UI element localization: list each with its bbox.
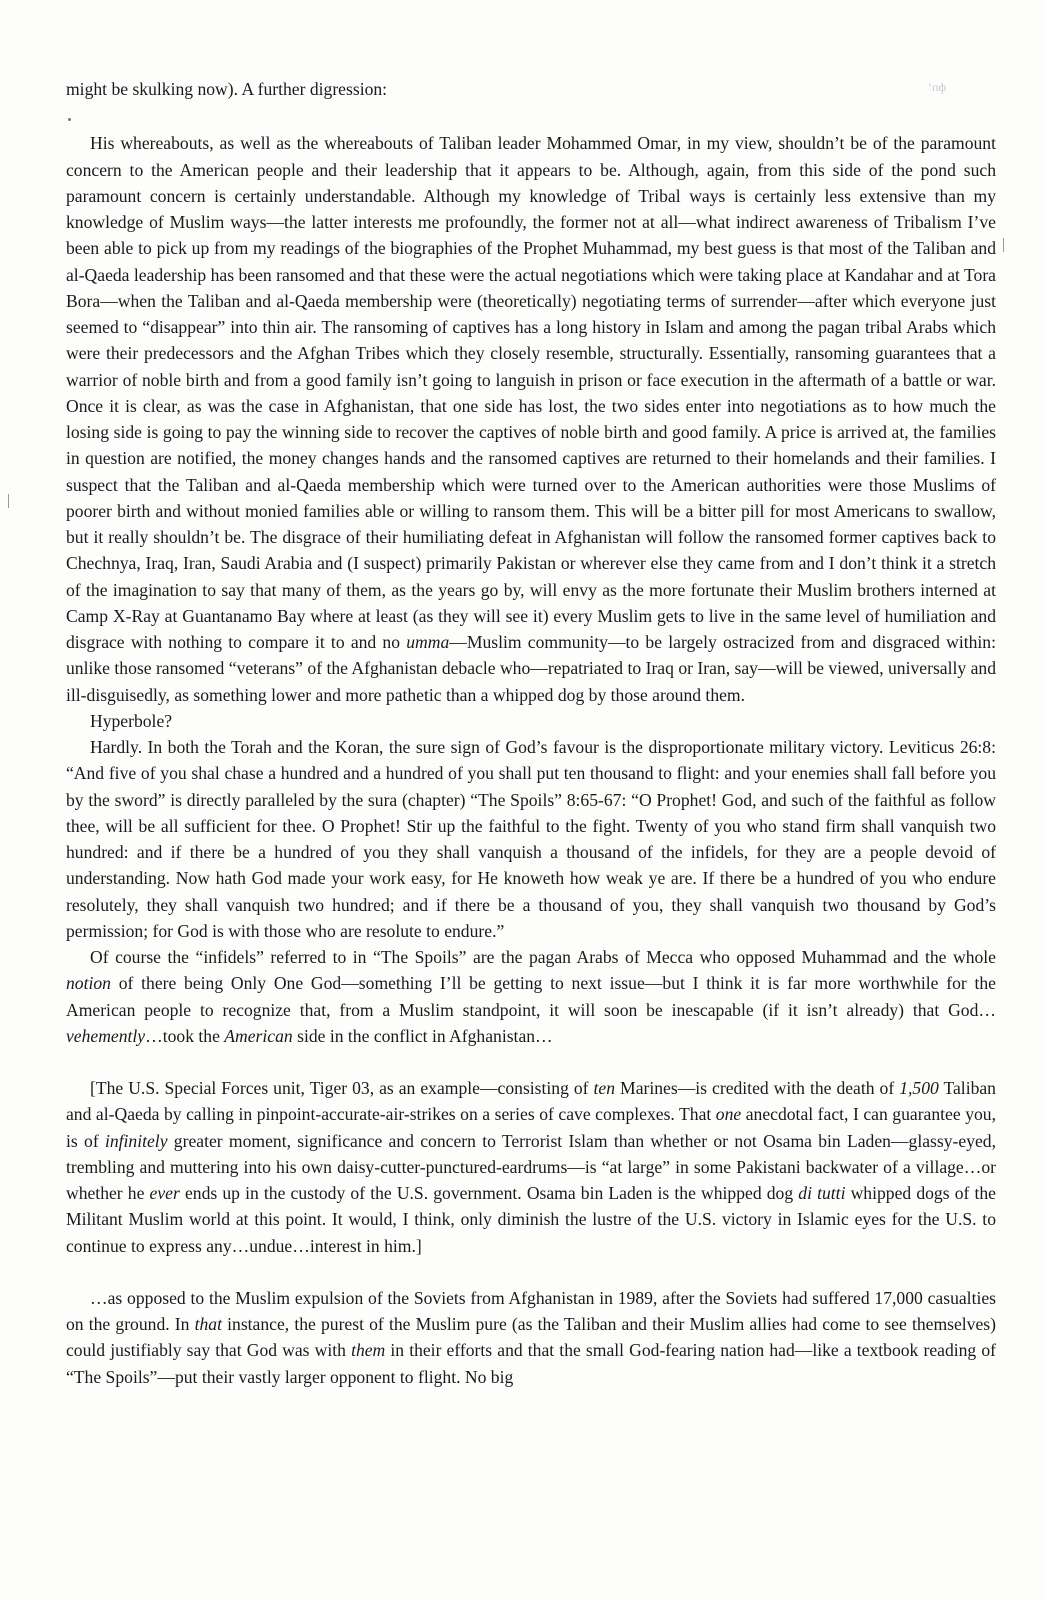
article-body <box>66 76 996 1390</box>
paragraph-whereabouts: His whereabouts, as well as the whereabouts of Taliban leader Mohammed Omar, in my view, shouldn’t be of the paramount concern to the American people and their leadership that it appears to be. Although, again, from this side of the pond such paramount concern is certainly understandable. Although my knowledge of Tribal ways is certainly less extensive than my knowledge of Muslim ways—the latter interests me profoundly, the former not at all—what indirect awareness of Tribalism I’ve been able to pick up from my readings of the biographies of the Prophet Muhammad, my best guess is that most of the Taliban and al-Qaeda leadership has been ransomed and that these were the actual negotiations which were taking place at Kandahar and at Tora Bora—when the Taliban and al-Qaeda membership were (theoretically) negotiating terms of surrender—after which everyone just seemed to “disappear” into thin air. The ransoming of captives has a long history in Islam and among the pagan tribal Arabs which were their predecessors and the Afghan Tribes which they closely resemble, structurally. Essentially, ransoming guarantees that a warrior of noble birth and from a good family isn’t going to languish in prison or face execution in the aftermath of a battle or war. Once it is clear, as was the case in Afghanistan, that one side has lost, the two sides enter into negotiations as to how much the losing side is going to pay the winning side to recover the captives of noble birth and good family. A price is arrived at, the families in question are notified, the money changes hands and the ransomed captives are returned to their homelands and their families. I suspect that the Taliban and al-Qaeda membership which were turned over to the American authorities were those Muslims of poorer birth and without monied families able or willing to ransom them. This will be a bitter pill for most Americans to swallow, but it really shouldn’t be. The disgrace of their humiliating defeat in Afghanistan will follow the ransomed former captives back to Chechnya, Iraq, Iran, Saudi Arabia and (I suspect) primarily Pakistan or wherever else they came from and I don’t think it a stretch of the imagination to say that many of them, as the years go by, will envy as the more fortunate their Muslim brothers interned at Camp X-Ray at Guantanamo Bay where at least (as they will see it) every Muslim gets to live in the same level of humiliation and disgrace with nothing to compare it to and no umma—Muslim community—to be largely ostracized from and disgraced within: unlike those ransomed “veterans” of the Afghanistan debacle who—repatriated to Iraq or Iran, say—will be viewed, universally and ill-disguisedly, as something lower and more pathetic than a whipped dog by those around them. <box>66 133 996 705</box>
paragraph-hyperbole: Hyperbole? <box>90 710 173 731</box>
scan-edge-mark <box>8 494 9 508</box>
paragraph-infidels: Of course the “infidels” referred to in “The Spoils” are the pagan Arabs of Mecca who opposed Muhammad and the whole notion of there being Only One God—something I’ll be getting to next issue—but I think it is far more worthwhile for the American people to recognize that, from a Muslim standpoint, it will soon be inescapable (if it isn’t already) that God…vehemently…took the American side in the conflict in Afghanistan… <box>66 947 996 1046</box>
scan-edge-mark <box>1003 238 1004 252</box>
paragraph-tiger-03: [The U.S. Special Forces unit, Tiger 03, as an example—consisting of ten Marines—is credited with the death of 1,500 Taliban and al-Qaeda by calling in pinpoint-accurate-air-strikes on a series of cave complexes. That one anecdotal fact, I can guarantee you, is of infinitely greater moment, significance and concern to Terrorist Islam than whether or not Osama bin Laden—glassy-eyed, trembling and muttering into his own daisy-cutter-punctured-eardrums—is “at large” in some Pakistani backwater of a village…or whether he ever ends up in the custody of the U.S. government. Osama bin Laden is the whipped dog di tutti whipped dogs of the Militant Muslim world at this point. It would, I think, only diminish the lustre of the U.S. victory in Islamic eyes for the U.S. to continue to express any…undue…interest in him.] <box>66 1078 997 1256</box>
bleed-through-mark: ʻпф <box>928 80 947 94</box>
umma-term: umma <box>406 632 450 652</box>
paragraph-scripture: Hardly. In both the Torah and the Koran, the sure sign of God’s favour is the disproportionate military victory. Leviticus 26:8: “And five of you shal chase a hundred and a hundred of you shall put ten thousand to flight: and your enemies shall fall before you by the sword” is directly paralleled by the sura (chapter) “The Spoils” 8:65-67: “O Prophet! God, and such of the faithful as follow thee, will be all sufficient for thee. O Prophet! Stir up the faithful to the fight. Twenty of you who stand firm shall vanquish two hundred: and if there be a hundred of you they shall vanquish a thousand of the infidels, for they are a people devoid of understanding. Now hath God made your work easy, for He knoweth how weak ye are. If there be a hundred of you who endure resolutely, they shall vanquish two hundred; and if there be a thousand of you, they shall vanquish two thousand by God’s permission; for God is with those who are resolute to endure.” <box>66 737 996 941</box>
paragraph-soviets: …as opposed to the Muslim expulsion of the Soviets from Afghanistan in 1989, after the Soviets had suffered 17,000 casualties on the ground. In that instance, the purest of the Muslim pure (as the Taliban and their Muslim allies had come to see themselves) could justifiably say that God was with them in their efforts and that the small God-fearing nation had—like a textbook reading of “The Spoils”—put their vastly larger opponent to flight. No big <box>66 1287 996 1387</box>
lead-line: might be skulking now). A further digression: <box>66 79 388 99</box>
